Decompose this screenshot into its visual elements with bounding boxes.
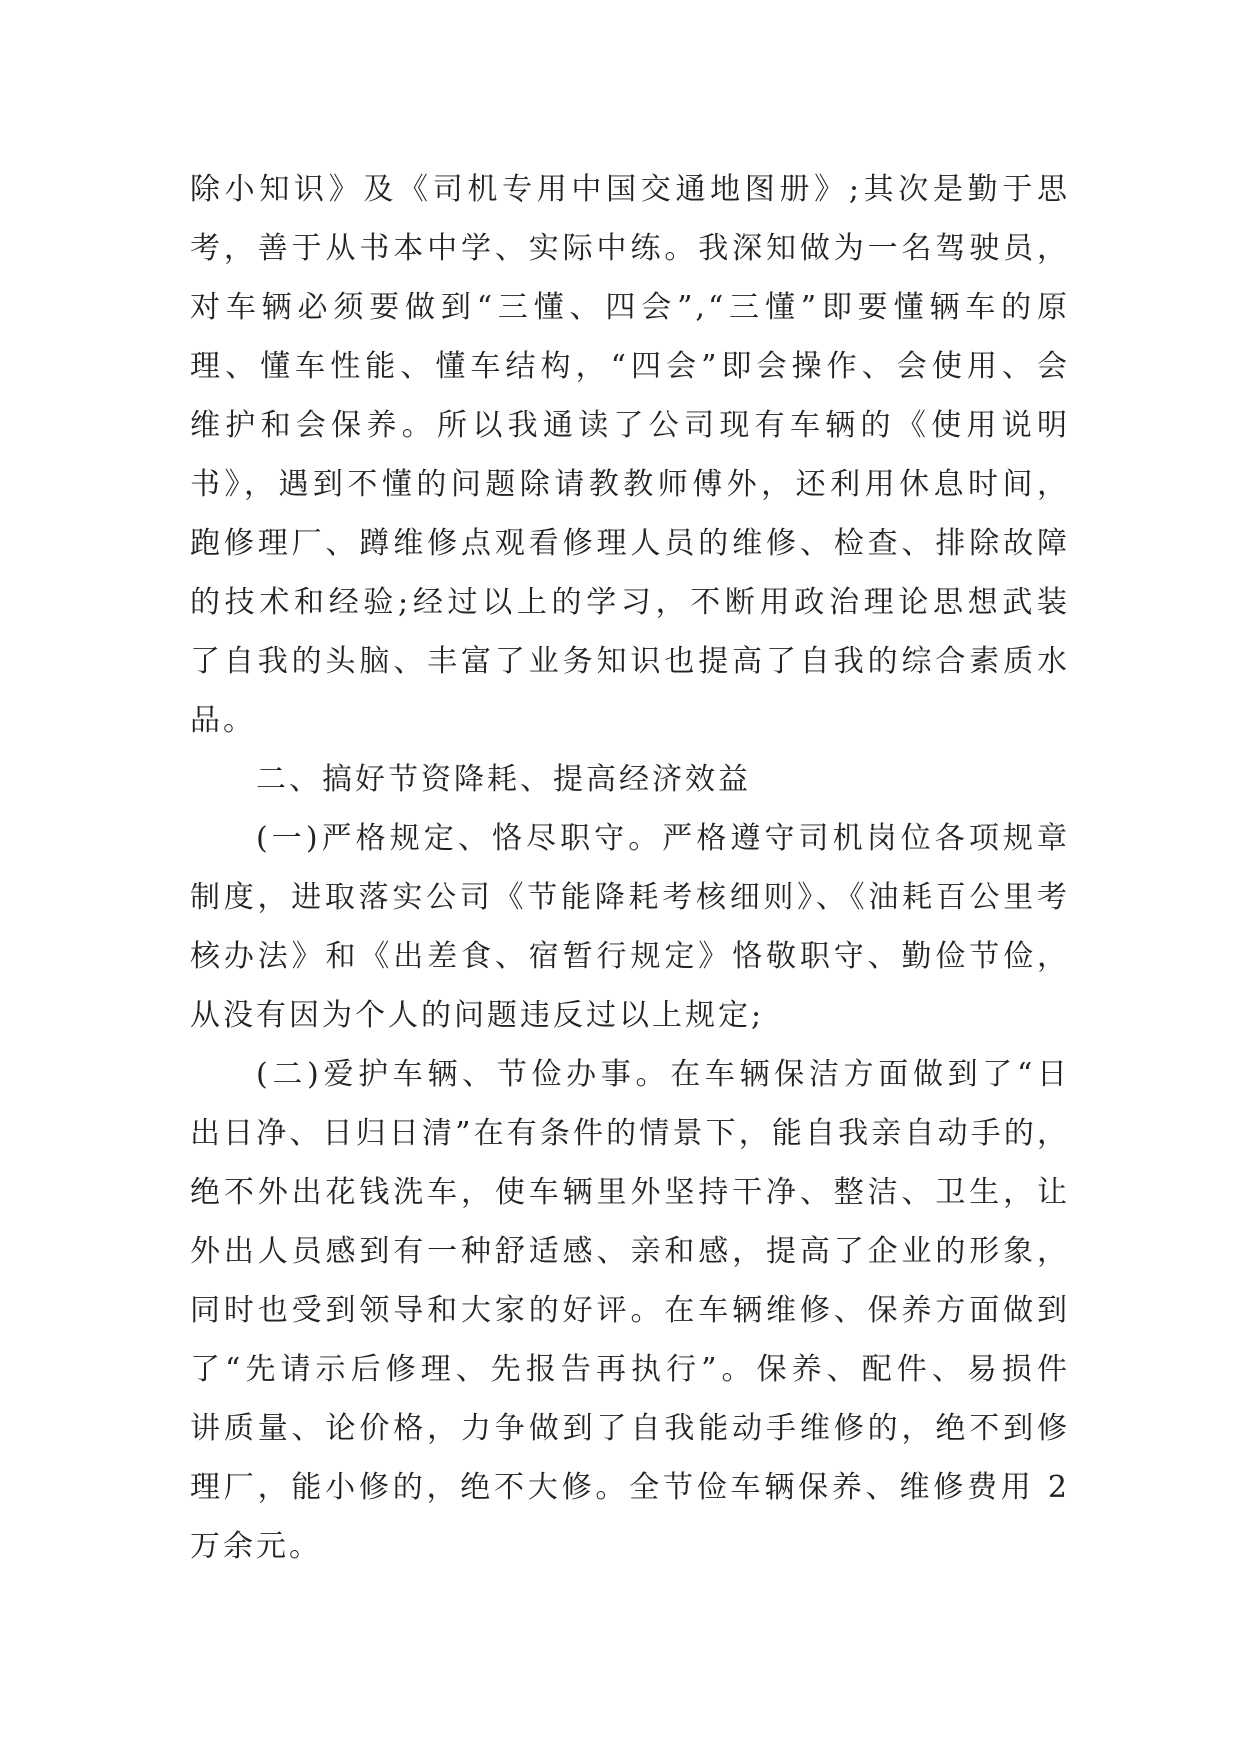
text-line: 理厂，能小修的，绝不大修。全节俭车辆保养、维修费用 2 [190,1470,1070,1505]
text-line: 跑修理厂、蹲维修点观看修理人员的维修、检查、排除故障 [190,526,1070,561]
text-line: 从没有因为个人的问题违反过以上规定; [190,998,765,1033]
text-line: 讲质量、论价格，力争做到了自我能动手维修的，绝不到修 [190,1411,1070,1446]
text-line: 核办法》和《出差食、宿暂行规定》恪敬职守、勤俭节俭， [190,939,1070,974]
body-text [190,160,1070,1576]
text-line: 除小知识》及《司机专用中国交通地图册》;其次是勤于思 [190,172,1070,207]
text-line: 的技术和经验;经过以上的学习，不断用政治理论思想武装 [190,585,1070,620]
text-line: 同时也受到领导和大家的好评。在车辆维修、保养方面做到 [190,1293,1070,1328]
text-line: 制度，进取落实公司《节能降耗考核细则》、《油耗百公里考 [190,880,1070,915]
text-line: 品。 [190,703,256,738]
text-line: 了自我的头脑、丰富了业务知识也提高了自我的综合素质水 [190,644,1070,679]
text-line: (一)严格规定、恪尽职守。严格遵守司机岗位各项规章 [256,821,1070,856]
text-line: 绝不外出花钱洗车，使车辆里外坚持干净、整洁、卫生，让 [190,1175,1070,1210]
text-line: 书》，遇到不懂的问题除请教教师傅外，还利用休息时间， [190,467,1070,502]
text-line: (二)爱护车辆、节俭办事。在车辆保洁方面做到了“日 [256,1057,1070,1092]
text-line: 出日净、日归日清”在有条件的情景下，能自我亲自动手的， [190,1116,1070,1151]
text-line: 了“先请示后修理、先报告再执行”。保养、配件、易损件 [190,1352,1070,1387]
text-line: 外出人员感到有一种舒适感、亲和感，提高了企业的形象， [190,1234,1070,1269]
text-line: 理、懂车性能、懂车结构，“四会”即会操作、会使用、会 [190,349,1070,384]
text-line: 万余元。 [190,1529,322,1564]
text-line: 维护和会保养。所以我通读了公司现有车辆的《使用说明 [190,408,1070,443]
text-line: 对车辆必须要做到“三懂、四会”,“三懂”即要懂辆车的原 [190,290,1070,325]
text-line: 考，善于从书本中学、实际中练。我深知做为一名驾驶员， [190,231,1070,266]
text-line: 二、搞好节资降耗、提高经济效益 [256,762,751,797]
